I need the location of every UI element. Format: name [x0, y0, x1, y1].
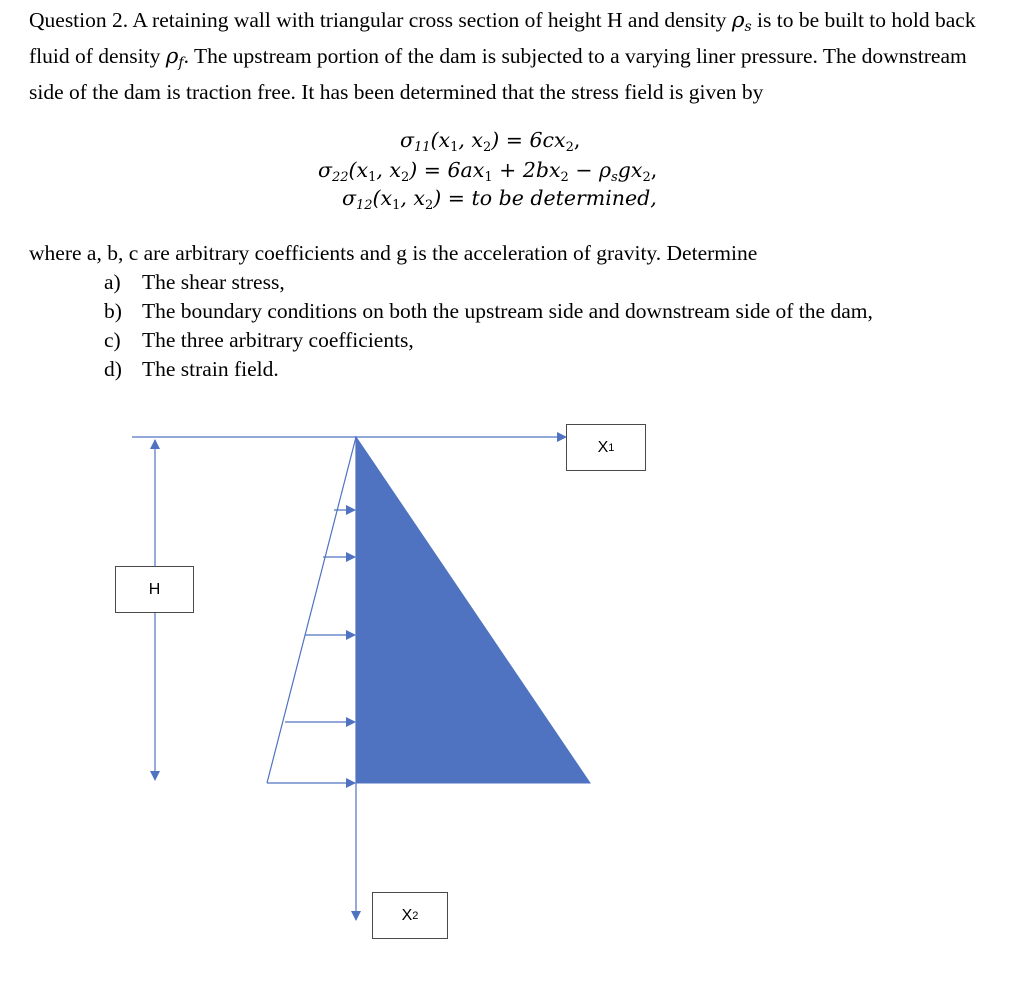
equation-sigma-11: σ11(x1, x2) = 6cx2,: [400, 128, 581, 155]
instructions-text: where a, b, c are arbitrary coefficients and g is the acceleration of gravity. Determine: [29, 241, 758, 265]
list-item: b) The boundary conditions on both the upstream side and downstream side of the dam,: [104, 299, 873, 323]
list-item: a) The shear stress,: [104, 270, 285, 294]
rho-f-symbol: $\rho_f$: [165, 44, 184, 71]
list-item: c) The three arbitrary coefficients,: [104, 328, 414, 352]
question-prefix: Question 2. A retaining wall with triangular cross section of height H and density: [29, 8, 732, 32]
x2-axis-label: X 2: [372, 892, 448, 939]
dam-cross-section: [356, 437, 590, 783]
question-mid: is to be built to hold back fluid of density: [29, 8, 976, 68]
equation-sigma-12: σ12(x1, x2) = to be determined,: [342, 186, 657, 213]
rho-s-symbol: $\rho_s$: [731, 8, 752, 35]
pressure-envelope-line: [267, 437, 356, 783]
x1-axis-label: X 1: [566, 424, 646, 471]
height-label: H: [115, 566, 194, 613]
list-item: d) The strain field.: [104, 357, 279, 381]
equation-sigma-22: σ22(x1, x2) = 6ax1 + 2bx2 − ρsgx2,: [318, 158, 658, 185]
question-rest: . The upstream portion of the dam is subjected to a varying liner pressure. The downstream side of the dam is traction free. It has been determined that the stress field is given by: [29, 44, 967, 104]
